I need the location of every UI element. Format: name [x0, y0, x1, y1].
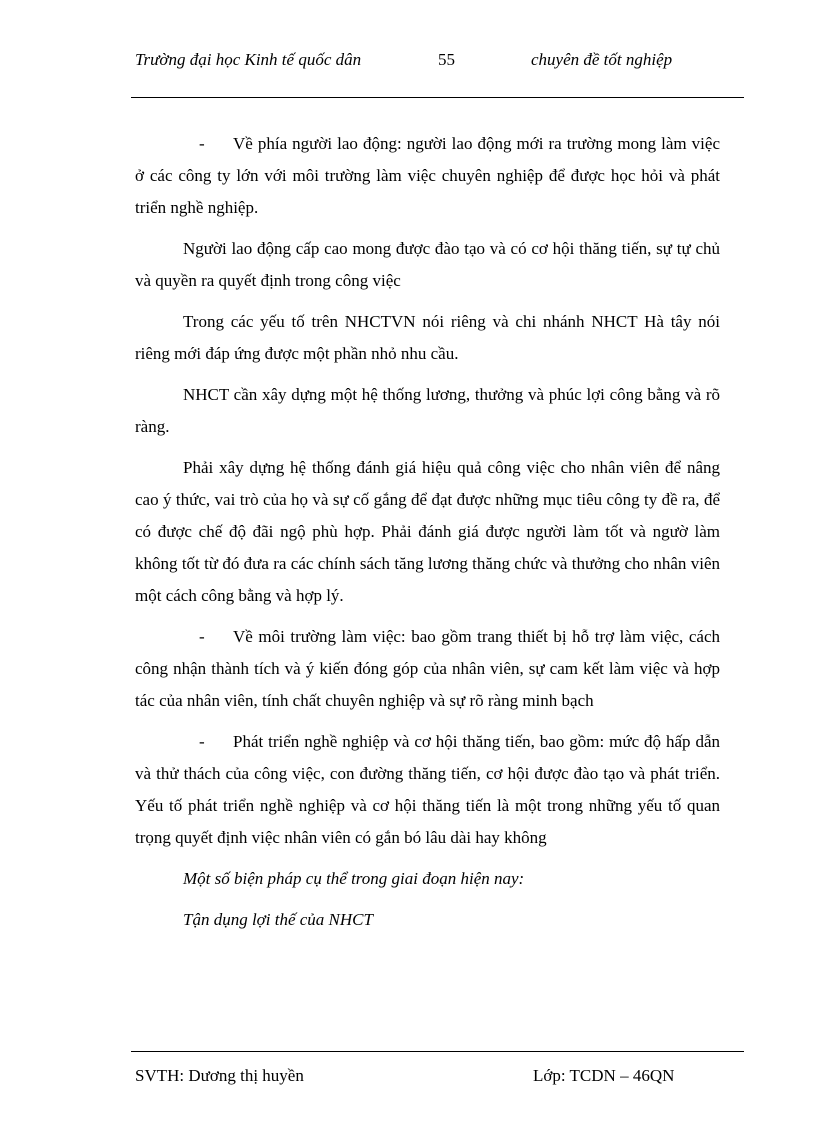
header-report-type: chuyên đề tốt nghiệp — [531, 50, 673, 69]
header-school-name: Trường đại học Kinh tế quốc dân — [135, 50, 362, 69]
footer-student-name: SVTH: Dương thị huyền — [135, 1066, 304, 1085]
paragraph-text: Về phía người lao động: người lao động mới ra trường mong làm việc ở các công ty lớn với môi trường làm việc chuyên nghiệp để được học hỏi và phát triển nghề nghiệp. — [135, 134, 720, 217]
footer-class-name: Lớp: TCDN – 46QN — [533, 1066, 675, 1085]
paragraph-current-status: Trong các yếu tố trên NHCTVN nói riêng và chi nhánh NHCT Hà tây nói riêng mới đáp ứng được một phần nhỏ nhu cầu. — [135, 312, 720, 363]
bullet-dash: - — [199, 627, 205, 646]
paragraph-salary-system: NHCT cần xây dựng một hệ thống lương, thưởng và phúc lợi công bằng và rõ ràng. — [135, 385, 720, 436]
bullet-dash: - — [199, 134, 205, 153]
header-divider — [131, 97, 744, 98]
header-page-number: 55 — [438, 50, 455, 69]
paragraph-text: Về môi trường làm việc: bao gồm trang thiết bị hỗ trợ làm việc, cách công nhận thành tích và ý kiến đóng góp của nhân viên, sự cam kết làm việc và hợp tác của nhân viên, tính chất chuyên nghiệp và sự rõ ràng minh bạch — [135, 627, 720, 710]
paragraph-career-development — [135, 726, 720, 854]
paragraph-performance-evaluation: Phải xây dựng hệ thống đánh giá hiệu quả công việc cho nhân viên để nâng cao ý thức, vai trò của họ và sự cố gắng để đạt được những mục tiêu công ty đề ra, để có được chế độ đãi ngộ phù hợp. Phải đánh giá được người làm tốt và ngườ làm không tốt từ đó đưa ra các chính sách tăng lương thăng chức và thưởng cho nhân viên một cách công bằng và hợp lý. — [135, 458, 720, 605]
document-body — [135, 128, 720, 945]
footer-divider — [131, 1051, 744, 1052]
paragraph-senior-staff: Người lao động cấp cao mong được đào tạo và có cơ hội thăng tiến, sự tự chủ và quyền ra quyết định trong công việc — [135, 239, 720, 290]
paragraph-leverage-advantage: Tận dụng lợi thế của NHCT — [183, 910, 373, 929]
paragraph-work-environment — [135, 621, 720, 717]
paragraph-text: Phát triển nghề nghiệp và cơ hội thăng tiến, bao gồm: mức độ hấp dẫn và thử thách của công việc, con đường thăng tiến, cơ hội được đào tạo và phát triển. Yếu tố phát triển nghề nghiệp và cơ hội thăng tiến là một trong những yếu tố quan trọng quyết định việc nhân viên có gắn bó lâu dài hay không — [135, 732, 720, 847]
paragraph-employee-expectations — [135, 128, 720, 224]
bullet-dash: - — [199, 732, 205, 751]
paragraph-specific-measures: Một số biện pháp cụ thể trong giai đoạn hiện nay: — [183, 869, 525, 888]
page-footer — [0, 1064, 816, 1090]
page-header — [0, 48, 816, 74]
